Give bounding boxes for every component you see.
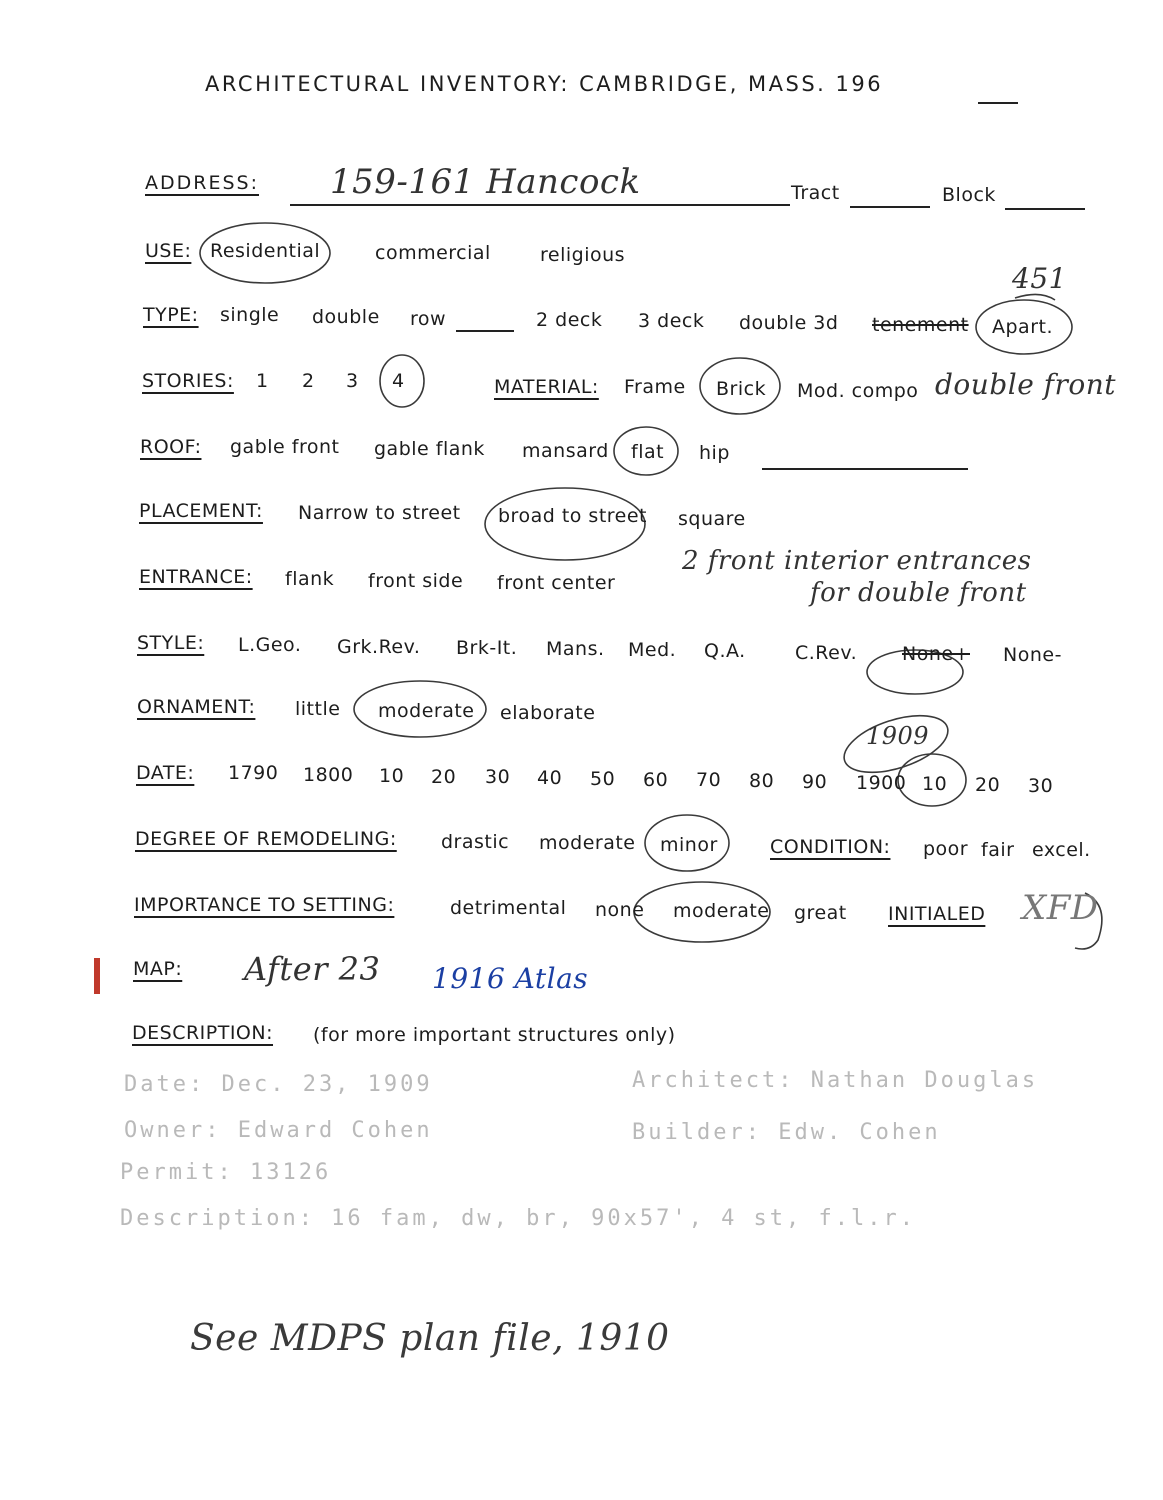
type-apart: Apart.: [992, 316, 1054, 338]
date-1920: 20: [975, 774, 1001, 796]
stories-1: 1: [256, 370, 269, 392]
style-grkrev: Grk.Rev.: [337, 636, 421, 658]
type-single: single: [220, 304, 280, 326]
type-row: row: [410, 308, 447, 330]
importance-none: none: [595, 899, 645, 921]
condition-label: CONDITION:: [770, 836, 891, 858]
style-med: Med.: [628, 639, 677, 661]
condition-poor: poor: [923, 838, 969, 860]
type-2deck: 2 deck: [536, 309, 603, 331]
stories-label: STORIES:: [142, 370, 234, 392]
roof-gable-flank: gable flank: [374, 438, 485, 460]
date-1900: 1900: [856, 772, 907, 794]
date-60: 60: [643, 769, 669, 791]
material-label: MATERIAL:: [494, 376, 599, 398]
condition-excel: excel.: [1032, 839, 1091, 861]
ornament-label: ORNAMENT:: [137, 696, 256, 718]
roof-other-line: [762, 468, 968, 470]
material-note: double front: [935, 368, 1117, 401]
entrance-flank: flank: [285, 568, 335, 590]
ornament-little: little: [295, 698, 341, 720]
date-label: DATE:: [136, 762, 195, 784]
initialed-value: XFD: [1022, 888, 1099, 928]
date-1800: 1800: [303, 764, 354, 786]
use-commercial: commercial: [375, 242, 491, 264]
material-frame: Frame: [624, 376, 686, 398]
ornament-elaborate: elaborate: [500, 702, 596, 724]
type-label: TYPE:: [143, 304, 199, 326]
stories-2: 2: [302, 370, 315, 392]
entrance-front-side: front side: [368, 570, 464, 592]
initialed-label: INITIALED: [888, 903, 986, 925]
remodeling-minor: minor: [660, 834, 718, 856]
style-crev: C.Rev.: [795, 642, 858, 664]
block-line: [1005, 208, 1085, 210]
type-tenement: tenement: [872, 314, 969, 336]
type-note: 451: [1012, 262, 1067, 295]
date-50: 50: [590, 768, 616, 790]
apart-mark: [1015, 294, 1055, 300]
type-double: double: [312, 306, 380, 328]
style-label: STYLE:: [137, 632, 205, 654]
type-row-line: [456, 330, 514, 332]
roof-mansard: mansard: [522, 440, 609, 462]
date-40: 40: [537, 767, 563, 789]
importance-great: great: [794, 902, 847, 924]
importance-label: IMPORTANCE TO SETTING:: [134, 894, 395, 916]
placement-label: PLACEMENT:: [139, 500, 263, 522]
red-margin-mark: [94, 958, 100, 994]
map-note: 1916 Atlas: [432, 962, 589, 995]
roof-label: ROOF:: [140, 436, 202, 458]
entrance-front-center: front center: [497, 572, 616, 594]
address-label: ADDRESS:: [145, 172, 259, 194]
desc-date: Date: Dec. 23, 1909: [124, 1072, 433, 1097]
form-title: ARCHITECTURAL INVENTORY: CAMBRIDGE, MASS. 196: [205, 72, 884, 96]
entrance-label: ENTRANCE:: [139, 566, 253, 588]
date-30: 30: [485, 766, 511, 788]
description-hint: (for more important structures only): [313, 1024, 676, 1046]
use-label: USE:: [145, 240, 192, 262]
condition-fair: fair: [981, 839, 1015, 861]
type-double3d: double 3d: [739, 312, 839, 334]
stories-3: 3: [346, 370, 359, 392]
date-70: 70: [696, 769, 722, 791]
style-lgeo: L.Geo.: [238, 634, 302, 656]
map-value: After 23: [244, 950, 381, 988]
entrance-note-2: for double front: [810, 578, 1027, 608]
use-residential: Residential: [210, 240, 321, 262]
description-label: DESCRIPTION:: [132, 1022, 274, 1044]
date-90: 90: [802, 771, 828, 793]
style-none-plus: None+: [902, 643, 970, 665]
desc-permit: Permit: 13126: [120, 1160, 332, 1185]
use-religious: religious: [540, 244, 626, 266]
year-line: [978, 102, 1018, 104]
footer-note: See MDPS plan file, 1910: [190, 1318, 670, 1359]
remodeling-moderate: moderate: [539, 832, 636, 854]
style-mans: Mans.: [546, 638, 605, 660]
map-label: MAP:: [133, 958, 183, 980]
date-1790: 1790: [228, 762, 279, 784]
placement-broad: broad to street: [498, 505, 648, 527]
remodeling-drastic: drastic: [441, 831, 510, 853]
desc-owner: Owner: Edward Cohen: [124, 1118, 433, 1143]
type-3deck: 3 deck: [638, 310, 705, 332]
style-qa: Q.A.: [704, 640, 746, 662]
entrance-note-1: 2 front interior entrances: [682, 546, 1032, 576]
date-80: 80: [749, 770, 775, 792]
tract-label: Tract: [791, 182, 840, 204]
style-brkit: Brk-It.: [456, 637, 518, 659]
remodeling-label: DEGREE OF REMODELING:: [135, 828, 397, 850]
desc-builder: Builder: Edw. Cohen: [632, 1120, 941, 1145]
material-mod-compo: Mod. compo: [797, 380, 919, 402]
address-value: 159-161 Hancock: [330, 162, 641, 202]
date-1930: 30: [1028, 775, 1054, 797]
placement-square: square: [678, 508, 746, 530]
importance-detrimental: detrimental: [450, 897, 567, 919]
stories-4: 4: [392, 370, 405, 392]
block-label: Block: [942, 184, 996, 206]
desc-details: Description: 16 fam, dw, br, 90x57', 4 st, f.l.r.: [120, 1206, 917, 1231]
placement-narrow: Narrow to street: [298, 502, 461, 524]
date-1910: 10: [922, 773, 948, 795]
date-20: 20: [431, 766, 457, 788]
style-none-minus: None-: [1003, 644, 1062, 666]
roof-hip: hip: [699, 442, 730, 464]
tract-line: [850, 206, 930, 208]
date-note: 1909: [866, 722, 930, 750]
address-line: [290, 204, 790, 206]
roof-gable-front: gable front: [230, 436, 340, 458]
desc-architect: Architect: Nathan Douglas: [632, 1068, 1039, 1093]
importance-moderate: moderate: [673, 900, 770, 922]
material-brick: Brick: [716, 378, 767, 400]
roof-flat: flat: [631, 441, 665, 463]
date-10: 10: [379, 765, 405, 787]
ornament-moderate: moderate: [378, 700, 475, 722]
